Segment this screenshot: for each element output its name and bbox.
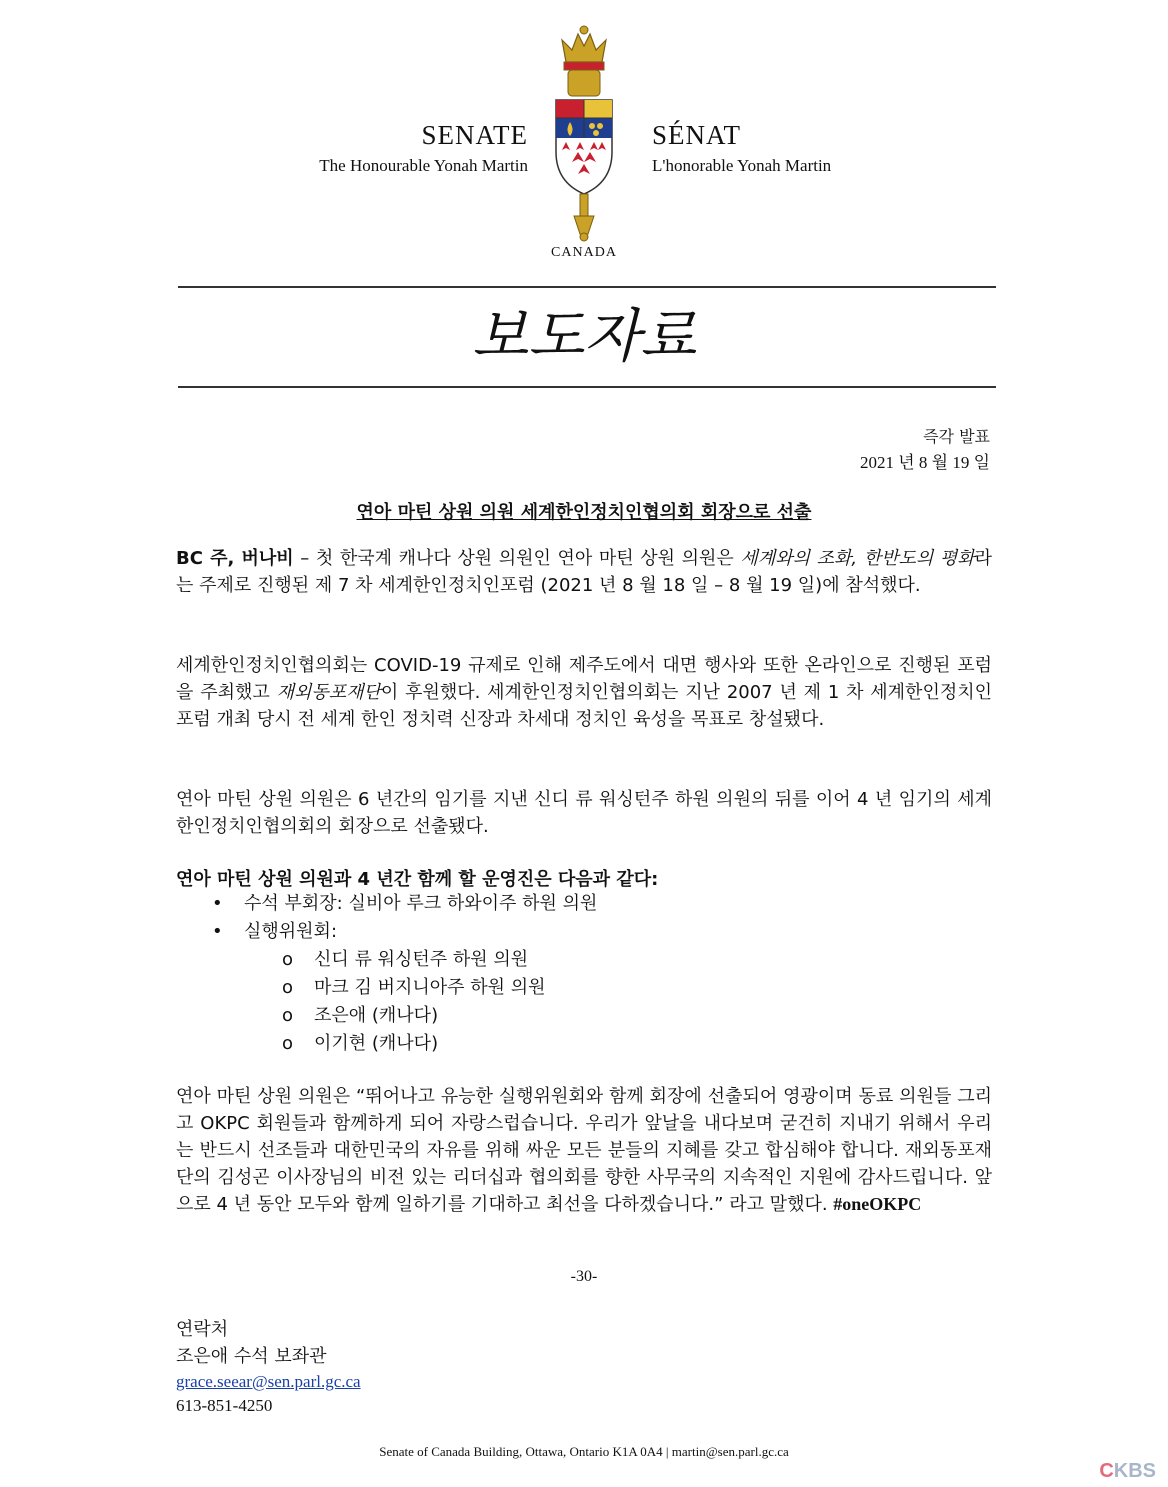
contact-person: 조은애 수석 보좌관 bbox=[176, 1346, 327, 1367]
hashtag: #oneOKPC bbox=[833, 1194, 922, 1214]
paragraph-1 bbox=[176, 545, 992, 599]
letterhead-french bbox=[652, 118, 831, 178]
headline: 연아 마틴 상원 의원 세계한인정치인협의회 회장으로 선출 bbox=[356, 502, 812, 523]
page-footer: Senate of Canada Building, Ottawa, Ontario K1A 0A4 | martin@sen.parl.gc.ca bbox=[379, 1444, 789, 1459]
senator-name-en: The Honourable Yonah Martin bbox=[319, 156, 528, 175]
bottom-divider bbox=[178, 386, 996, 388]
watermark-rest: KBS bbox=[1113, 1460, 1156, 1482]
paragraph-1-text-a: – 첫 한국계 캐나다 상원 의원인 연아 마틴 상원 의원은 bbox=[293, 548, 741, 569]
watermark-c: C bbox=[1099, 1460, 1114, 1482]
forum-theme: 세계와의 조화, 한반도의 평화 bbox=[740, 548, 975, 569]
paragraph-2-text-a: 세계한인정치인협의회는 COVID-19 규제로 인해 제주도에서 대면 행사와 또한 온라인으로 진행된 포럼을 주최했고 bbox=[176, 655, 992, 703]
dateline: BC 주, 버나비 bbox=[176, 548, 294, 569]
senate-crest-icon bbox=[548, 22, 620, 242]
document-title: 보도자료 bbox=[471, 302, 697, 370]
sponsor-name: 재외동포재단 bbox=[276, 682, 381, 703]
contact-label: 연락처 bbox=[176, 1319, 229, 1340]
senator-name-fr: L'honorable Yonah Martin bbox=[652, 156, 832, 175]
release-status: 즉각 발표 bbox=[923, 427, 990, 446]
quote-text: 연아 마틴 상원 의원은 “뛰어나고 유능한 실행위원회와 함께 회장에 선출되어 영광이며 동료 의원들 그리고 OKPC 회원들과 함께하게 되어 자랑스럽습니다. 우리가 앞날을 내다보며 굳건히 지내기 위해서 우리는 반드시 선조들과 대한민국의 자유를 위해 싸운 모든 분들의 지혜를 갖고 합심해야 합니다. 재외동포재단의 김성곤 이사장님의 비전 있는 리더십과 협의회를 향한 사무국의 지속적인 지원에 감사드립니다. 앞으로 4 년 동안 모두와 함께 일하기를 기대하고 최선을 다하겠습니다.” 라고 말했다. bbox=[176, 1086, 992, 1215]
paragraph-1-text-b: 라는 주제로 진행된 제 7 차 세계한인정치인포럼 (2021 년 8 월 18 일 – 8 월 19 일)에 참석했다. bbox=[176, 548, 992, 596]
release-date: 2021 년 8 월 19 일 bbox=[859, 453, 990, 472]
letterhead-english bbox=[319, 118, 528, 178]
list-item: o 마크 김 버지니아주 하원 의원 bbox=[176, 974, 992, 1002]
list-item: o 신디 류 워싱턴주 하원 의원 bbox=[176, 946, 992, 974]
executive-list bbox=[176, 890, 992, 1058]
contact-block bbox=[176, 1316, 361, 1418]
release-info bbox=[860, 424, 990, 476]
list-item: • 실행위원회: bbox=[176, 918, 992, 946]
list-item: o 이기현 (캐나다) bbox=[176, 1030, 992, 1058]
senate-name-fr: SÉNAT bbox=[652, 120, 742, 150]
executive-heading: 연아 마틴 상원 의원과 4 년간 함께 할 운영진은 다음과 같다: bbox=[176, 869, 659, 890]
paragraph-2-text-b: 이 후원했다. 세계한인정치인협의회는 지난 2007 년 제 1 차 세계한인정치인포럼 개최 당시 전 세계 한인 정치력 신장과 차세대 정치인 육성을 목표로 창설됐다. bbox=[176, 682, 992, 730]
end-marker: -30- bbox=[570, 1268, 598, 1285]
quote-paragraph bbox=[176, 1083, 992, 1218]
crest-caption: CANADA bbox=[551, 245, 617, 260]
top-divider bbox=[178, 286, 996, 288]
paragraph-2 bbox=[176, 652, 992, 733]
paragraph-3-text: 연아 마틴 상원 의원은 6 년간의 임기를 지낸 신디 류 워싱턴주 하원 의원의 뒤를 이어 4 년 임기의 세계한인정치인협의회의 회장으로 선출됐다. bbox=[176, 789, 992, 837]
list-item: o 조은애 (캐나다) bbox=[176, 1002, 992, 1030]
list-item: • 수석 부회장: 실비아 루크 하와이주 하원 의원 bbox=[176, 890, 992, 918]
paragraph-3 bbox=[176, 786, 992, 840]
watermark-logo bbox=[1099, 1460, 1156, 1483]
contact-email-link[interactable]: grace.seear@sen.parl.gc.ca bbox=[176, 1372, 361, 1391]
contact-phone: 613-851-4250 bbox=[176, 1396, 273, 1415]
senate-name-en: SENATE bbox=[421, 120, 528, 150]
